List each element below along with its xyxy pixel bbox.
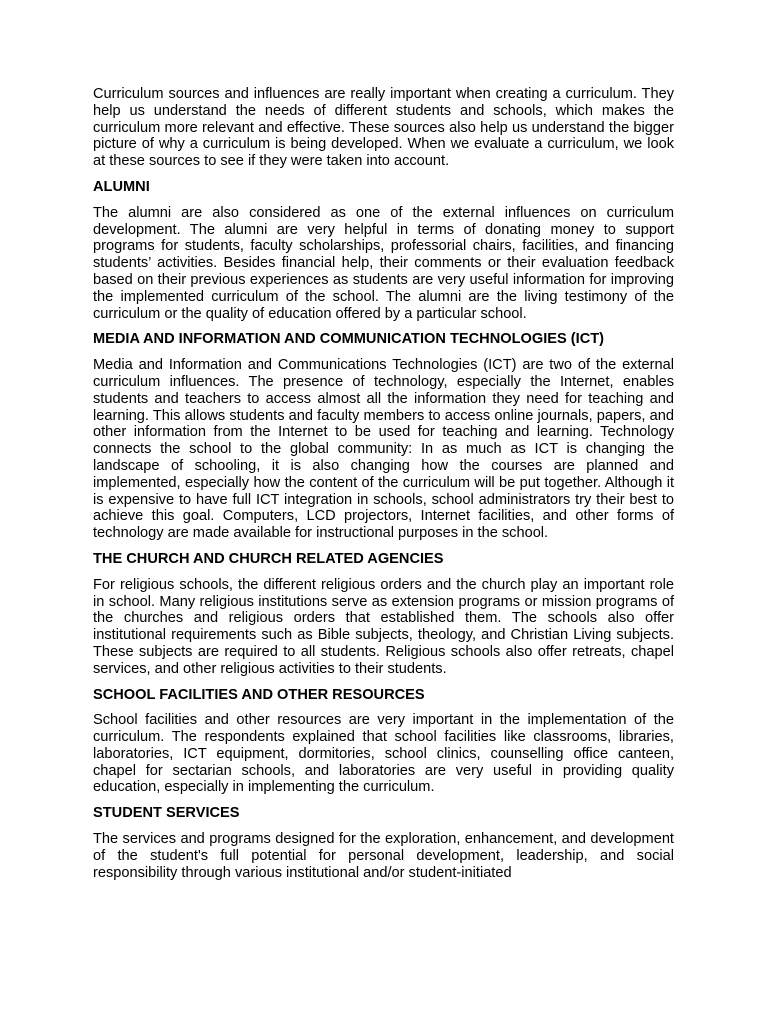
- section-heading-student-services: STUDENT SERVICES: [93, 805, 240, 822]
- intro-paragraph: Curriculum sources and influences are really important when creating a curriculum. They help us understand the needs of different students and schools, which makes the curriculum more relevant and effective. These sources also help us understand the bigger picture of why a curriculum is being developed. When we evaluate a curriculum, we look at these sources to see if they were taken into account.: [93, 86, 674, 170]
- document-page: [93, 86, 674, 890]
- section-heading-church: THE CHURCH AND CHURCH RELATED AGENCIES: [93, 550, 444, 567]
- section-body-church: For religious schools, the different religious orders and the church play an important role in school. Many religious institutions serve as extension programs or mission programs of the churches and religious orders that established them. The schools also offer institutional requirements such as Bible subjects, theology, and Christian Living subjects. These subjects are required to all students. Religious schools also offer retreats, chapel services, and other religious activities to their students.: [93, 576, 674, 677]
- section-body-media-ict: Media and Information and Communications Technologies (ICT) are two of the external curriculum influences. The presence of technology, especially the Internet, enables students and teachers to access almost all the information they need for teaching and learning. This allows students and faculty members to access online journals, papers, and other information from the Internet to be used for teaching and learning. Technology connects the school to the global community: In as much as ICT is changing the landscape of schooling, it is also changing how the courses are planned and implemented, especially how the content of the curriculum will be put together. Although it is expensive to have full ICT integration in schools, school administrators try their best to achieve this goal. Computers, LCD projectors, Internet facilities, and other forms of technology are made available for instructional purposes in the school.: [93, 357, 674, 542]
- section-body-school-facilities: School facilities and other resources are very important in the implementation of the curriculum. The respondents explained that school facilities like classrooms, libraries, laboratories, ICT equipment, dormitories, school clinics, counselling office canteen, chapel for sectarian schools, and laboratories are very useful in providing quality education, especially in implementing the curriculum.: [93, 712, 674, 796]
- section-body-student-services: The services and programs designed for the exploration, enhancement, and development of the student's full potential for personal development, leadership, and social responsibility through various institutional and/or student-initiated: [93, 831, 674, 881]
- section-heading-media-ict: MEDIA AND INFORMATION AND COMMUNICATION TECHNOLOGIES (ICT): [93, 331, 605, 348]
- section-heading-alumni: ALUMNI: [93, 178, 150, 195]
- section-heading-school-facilities: SCHOOL FACILITIES AND OTHER RESOURCES: [93, 686, 425, 703]
- section-body-alumni: The alumni are also considered as one of the external influences on curriculum development. The alumni are very helpful in terms of donating money to support programs for students, faculty scholarships, professorial chairs, facilities, and financing students’ activities. Besides financial help, their comments or their evaluation feedback based on their previous experiences as students are very useful information for improving the implemented curriculum of the school. The alumni are the living testimony of the curriculum or the quality of education offered by a particular school.: [93, 204, 674, 322]
